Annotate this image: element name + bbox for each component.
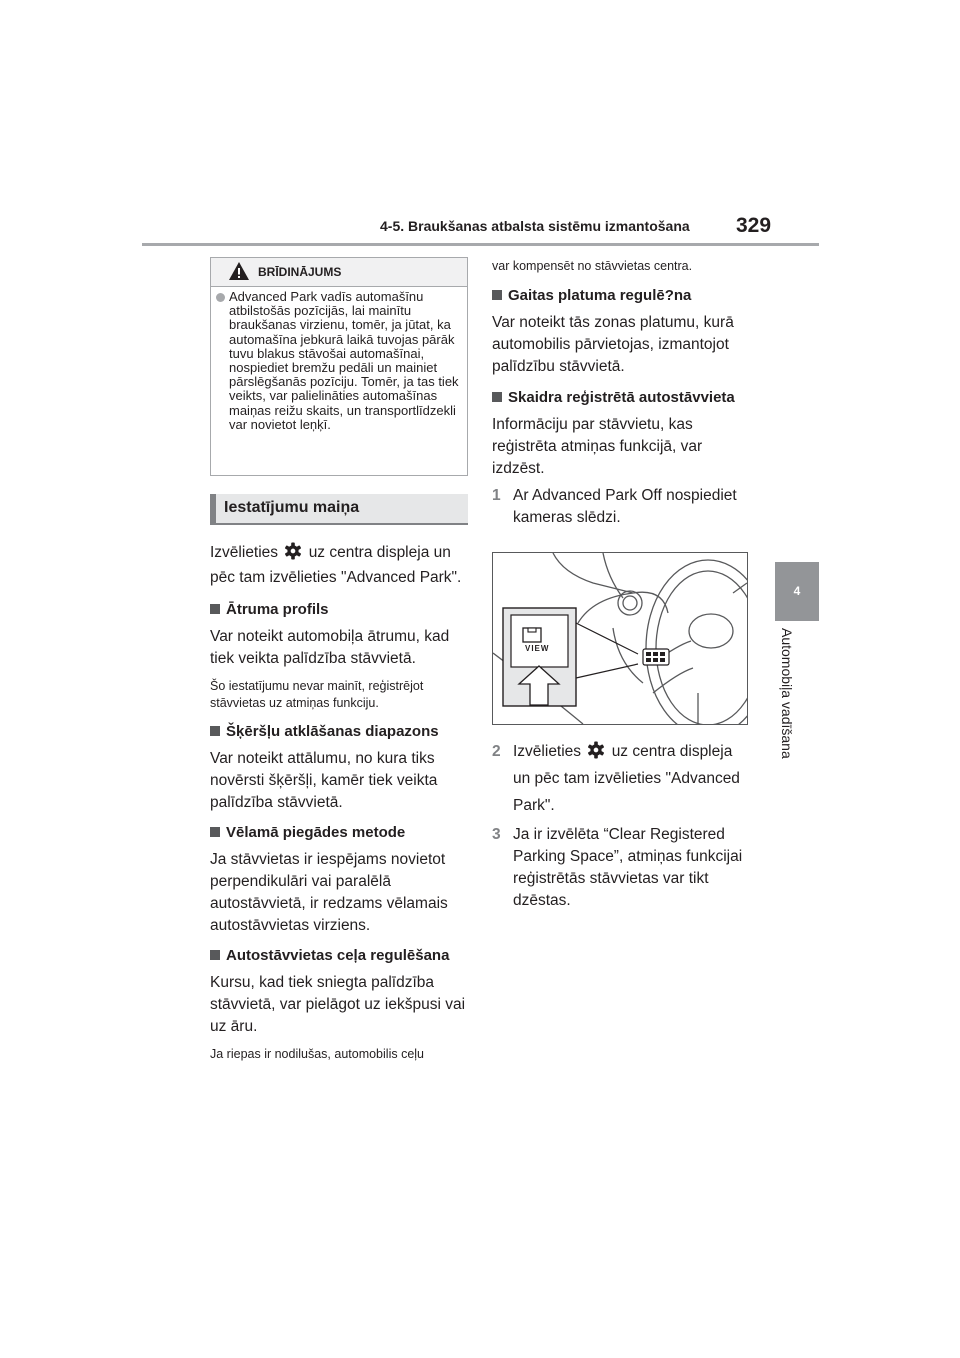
step-text-a: Izvēlieties — [513, 743, 582, 760]
header-divider — [142, 243, 819, 246]
heading-speed-profile — [210, 599, 470, 621]
view-button-label: VIEW — [525, 644, 550, 653]
obstacle-range-text: Var noteikt attālumu, no kura tiks novērsti šķēršļi, kamēr tiek veikta palīdzība stāvvietā. — [210, 750, 438, 811]
warning-header — [211, 258, 467, 287]
bullet-icon — [216, 293, 225, 302]
step-text-b: uz centra displeja un pēc tam izvēlieties "Advanced Park". — [513, 743, 740, 814]
section-heading — [210, 494, 468, 525]
square-bullet-icon — [210, 950, 220, 960]
step-number: 3 — [492, 826, 501, 843]
warning-box — [210, 257, 468, 476]
step-text: Ja ir izvēlēta “Clear Registered Parking Space”, atmiņas funkcijai reģistrētās stāvvietas var tikt dzēstas. — [513, 826, 743, 909]
warning-title: BRĪDINĀJUMS — [258, 265, 342, 279]
heading-text: Gaitas platuma regulē?na — [508, 287, 692, 304]
camera-switch-illustration — [492, 552, 748, 725]
heading-text: Vēlamā piegādes metode — [226, 824, 406, 841]
step-1 — [492, 485, 750, 529]
step-number: 2 — [492, 743, 501, 760]
section-title: Iestatījumu maiņa — [224, 499, 360, 516]
heading-text: Autostāvvietas ceļa regulēšana — [226, 947, 450, 964]
travel-width-text: Var noteikt tās zonas platumu, kurā automobilis pārvietojas, izmantojot palīdzību stāvvietā. — [492, 314, 734, 375]
settings-gear-icon — [587, 741, 605, 759]
intro-text-b: uz centra displeja un pēc tam izvēlieties "Advanced Park". — [210, 544, 462, 586]
heading-text: Ātruma profils — [226, 601, 329, 618]
step-number: 1 — [492, 487, 501, 504]
right-column-steps — [492, 738, 750, 912]
steering-wheel-illustration — [493, 553, 747, 724]
left-column — [210, 540, 470, 1063]
settings-gear-icon — [284, 542, 302, 560]
intro-paragraph — [210, 540, 470, 590]
heading-clear-registered — [492, 387, 750, 409]
speed-profile-note: Šo iestatījumu nevar mainīt, reģistrējot stāvvietas uz atmiņas funkciju. — [210, 679, 424, 710]
warning-icon — [228, 261, 250, 281]
heading-text: Skaidra reģistrētā autostāvvieta — [508, 389, 735, 406]
heading-preferred-method — [210, 822, 470, 844]
square-bullet-icon — [210, 604, 220, 614]
intro-text-a: Izvēlieties — [210, 544, 279, 561]
page-number: 329 — [736, 214, 772, 237]
heading-text: Šķēršļu atklāšanas diapazons — [226, 723, 439, 740]
path-adjust-text: Kursu, kad tiek sniegta palīdzība stāvvietā, var pielāgot uz iekšpusi vai uz āru. — [210, 974, 466, 1035]
preferred-method-text: Ja stāvvietas ir iespējams novietot perpendikulāri vai paralēlā autostāvvietā, ir redzams vēlamais autostāvvietas virziens. — [210, 851, 448, 934]
chapter-tab-label: Automobiļa vadīšana — [779, 628, 795, 759]
heading-travel-width — [492, 285, 750, 307]
clear-registered-text: Informāciju par stāvvietu, kas reģistrēta atmiņas funkcijā, var izdzēst. — [492, 416, 703, 477]
path-adjust-note-cont: var kompensēt no stāvvietas centra. — [492, 259, 693, 273]
square-bullet-icon — [210, 726, 220, 736]
step-3 — [492, 824, 750, 912]
heading-obstacle-range — [210, 721, 470, 743]
square-bullet-icon — [492, 392, 502, 402]
speed-profile-text: Var noteikt automobiļa ātrumu, kad tiek veikta palīdzība stāvvietā. — [210, 628, 450, 667]
square-bullet-icon — [210, 827, 220, 837]
chapter-title: 4-5. Braukšanas atbalsta sistēmu izmantošana — [380, 218, 690, 234]
right-column — [492, 258, 750, 529]
path-adjust-note: Ja riepas ir nodilušas, automobilis ceļu — [210, 1047, 424, 1061]
warning-text-block — [229, 290, 461, 432]
heading-path-adjust — [210, 945, 470, 967]
section-bar — [210, 494, 216, 523]
chapter-tab: 4 — [775, 562, 819, 621]
step-2 — [492, 738, 750, 819]
square-bullet-icon — [492, 290, 502, 300]
warning-text: Advanced Park vadīs automašīnu atbilstošās pozīcijās, lai mainītu braukšanas virzienu, tomēr, ja jūtat, ka automašīna jebkurā laikā tuvojas pārāk tuvu blakus stāvošai automašīnai, nospiediet bremžu pedāli un mainiet pārslēgšanās pozīciju. Tomēr, ja tas tiek veikts, var palielināties automašīnas maiņas reižu skaits, un transportlīdzekli var novietot leņķī. — [229, 289, 459, 432]
step-text: Ar Advanced Park Off nospiediet kameras slēdzi. — [513, 487, 737, 526]
